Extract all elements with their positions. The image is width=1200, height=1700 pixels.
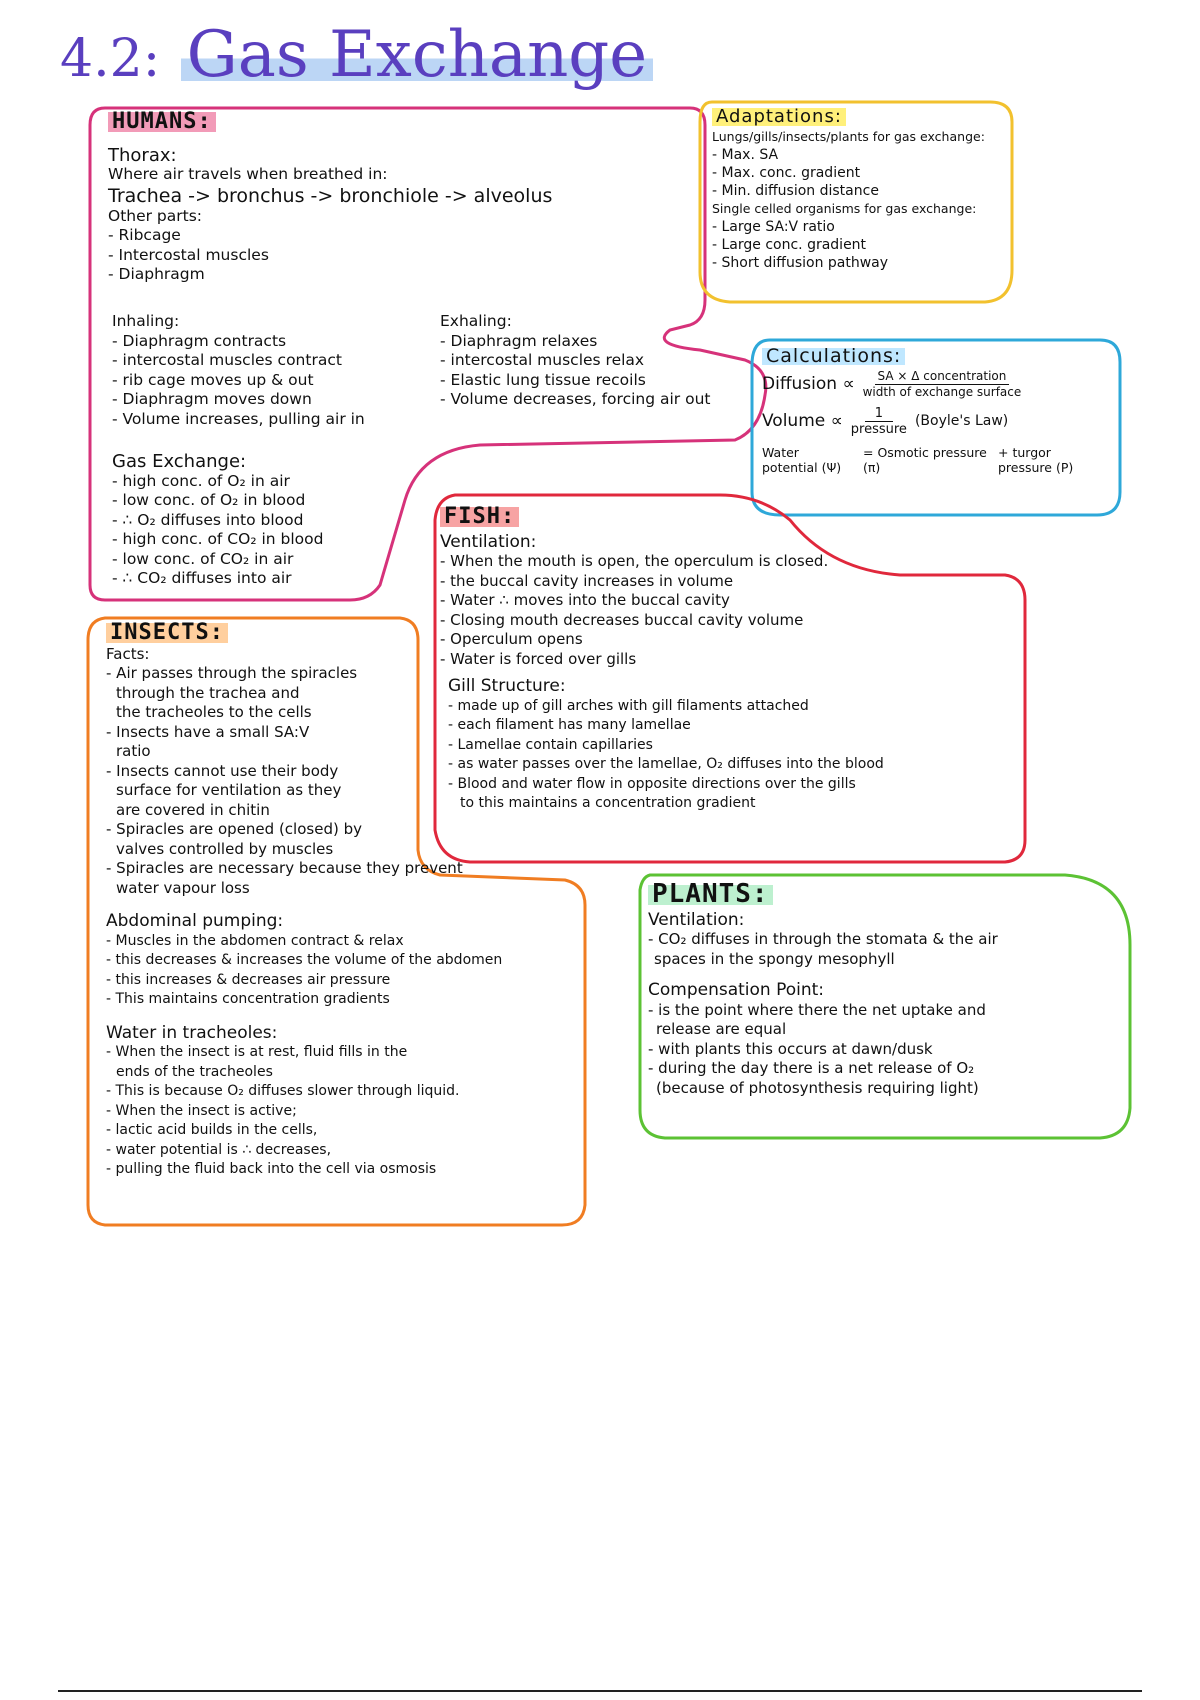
boyles-law-note: (Boyle's Law) [914,413,1009,429]
list-item: the tracheoles to the cells [116,703,312,721]
osmotic-pressure-term: = Osmotic pressure (π) [863,445,987,475]
diffusion-numerator: SA × Δ concentration [875,369,1010,385]
list-item: - Large conc. gradient [712,237,867,253]
adaptations-heading: Adaptations: [712,108,846,126]
list-item: - Diaphragm [108,265,205,283]
title-text: Gas Exchange [181,18,654,92]
list-item: (because of photosynthesis requiring light) [656,1078,979,1097]
list-item: - When the mouth is open, the operculum is closed. [440,552,829,570]
list-item: - Large SA:V ratio [712,219,835,235]
list-item: - high conc. of O₂ in air [112,471,290,490]
list-item: - ∴ O₂ diffuses into blood [112,510,304,529]
volume-fraction [851,406,907,437]
list-item: - Volume increases, pulling air in [112,409,365,428]
humans-heading: HUMANS: [108,112,216,132]
list-item: - each filament has many lamellae [448,717,691,733]
diffusion-denominator: width of exchange surface [862,385,1022,399]
list-item: - Spiracles are opened (closed) by [106,820,362,838]
inhaling-title: Inhaling: [112,312,180,330]
inhaling-block [112,312,432,429]
list-item: - Air passes through the spiracles [106,664,358,682]
list-item: - rib cage moves up & out [112,370,314,389]
list-item: - Elastic lung tissue recoils [440,370,646,389]
calculations-heading: Calculations: [762,348,905,365]
list-item: - Diaphragm relaxes [440,331,598,350]
list-item: - intercostal muscles relax [440,351,645,369]
list-item: - Insects cannot use their body [106,761,339,780]
list-item: are covered in chitin [116,800,270,819]
gas-exchange-block [112,452,392,589]
list-item: - with plants this occurs at dawn/dusk [648,1039,933,1058]
list-item: Trachea -> bronchus -> bronchiole -> alveolus [108,184,553,207]
insects-heading: INSECTS: [106,623,228,643]
list-item: - Insects have a small SA:V [106,722,310,741]
list-item: - low conc. of CO₂ in air [112,549,294,568]
water-potential-term: Water potential (Ψ) [762,445,842,475]
list-item: - Lamellae contain capillaries [448,736,653,753]
list-item: ends of the tracheoles [116,1063,273,1080]
plants-ventilation-title: Ventilation: [648,909,745,930]
insects-section [106,620,576,1180]
list-item: release are equal [656,1020,787,1038]
list-item: - intercostal muscles contract [112,351,342,369]
list-item: - is the point where there the net uptake and [648,1000,986,1019]
list-item: - lactic acid builds in the cells, [106,1122,318,1138]
list-item: - low conc. of O₂ in blood [112,491,306,509]
calculations-section [762,345,1114,475]
volume-denominator: pressure [850,422,907,437]
fish-ventilation-title: Ventilation: [440,531,537,552]
thorax-list [108,165,728,285]
diffusion-formula [762,369,1114,400]
list-item: - as water passes over the lamellae, O₂ diffuses into the blood [448,756,884,772]
list-item: - This is because O₂ diffuses slower through liquid. [106,1083,460,1099]
bottom-divider [58,1690,1142,1692]
list-item: - during the day there is a net release of O₂ [648,1059,975,1077]
turgor-pressure-term: + turgor pressure (P) [998,445,1074,475]
list-item: - Blood and water flow in opposite directions over the gills [448,775,856,792]
list-item: - Diaphragm moves down [112,390,312,408]
list-item: - This maintains concentration gradients [106,991,390,1007]
volume-formula [762,406,1114,437]
abdominal-pumping-title: Abdominal pumping: [106,911,284,931]
list-item: to this maintains a concentration gradient [460,795,756,811]
list-item: - Water is forced over gills [440,649,637,668]
humans-section [108,109,728,285]
water-potential-formula [762,445,1114,475]
list-item: Single celled organisms for gas exchange: [712,201,977,216]
list-item: - Muscles in the abdomen contract & relax [106,932,404,949]
list-item: - Min. diffusion distance [712,183,879,199]
list-item: - Water ∴ moves into the buccal cavity [440,591,730,609]
list-item: water vapour loss [116,878,250,897]
list-item: - high conc. of CO₂ in blood [112,530,324,548]
list-item: - When the insect is at rest, fluid fills in the [106,1044,408,1060]
volume-label: Volume ∝ [762,411,843,431]
list-item: valves controlled by muscles [116,839,334,858]
title-number: 4.2: [60,29,161,89]
insects-facts-title: Facts: [106,644,150,663]
list-item: - Spiracles are necessary because they prevent [106,859,463,877]
list-item: - Intercostal muscles [108,245,269,264]
list-item: - Volume decreases, forcing air out [440,390,711,408]
gill-structure-title: Gill Structure: [448,676,566,696]
list-item: - water potential is ∴ decreases, [106,1141,332,1158]
thorax-title: Thorax: [108,144,177,166]
list-item: - pulling the fluid back into the cell via osmosis [106,1161,437,1177]
diffusion-fraction [863,369,1022,400]
plants-heading: PLANTS: [648,885,773,905]
list-item: Lungs/gills/insects/plants for gas exchange: [712,129,985,144]
fish-heading: FISH: [440,507,519,527]
list-item: - Max. SA [712,147,779,163]
list-item: - Diaphragm contracts [112,331,287,350]
list-item: - Operculum opens [440,630,583,648]
volume-numerator: 1 [865,406,893,422]
list-item: - ∴ CO₂ diffuses into air [112,569,292,587]
diffusion-label: Diffusion ∝ [762,374,855,394]
list-item: - Max. conc. gradient [712,165,861,181]
plants-section [648,879,1123,1098]
list-item: - Short diffusion pathway [712,255,889,271]
list-item: - made up of gill arches with gill filaments attached [448,697,809,714]
adaptations-section [712,108,1007,272]
list-item: - Closing mouth decreases buccal cavity volume [440,610,804,629]
list-item: Where air travels when breathed in: [108,165,388,183]
list-item: - Ribcage [108,226,181,244]
compensation-point-title: Compensation Point: [648,980,825,1000]
list-item: - CO₂ diffuses in through the stomata & the air [648,930,998,948]
list-item: - this decreases & increases the volume of the abdomen [106,952,503,968]
list-item: spaces in the spongy mesophyll [654,949,895,968]
list-item: - When the insect is active; [106,1102,297,1119]
list-item: - this increases & decreases air pressure [106,971,391,988]
water-in-tracheoles-title: Water in tracheoles: [106,1022,278,1043]
list-item: Other parts: [108,206,203,225]
list-item: - the buccal cavity increases in volume [440,571,734,590]
exhaling-title: Exhaling: [440,312,512,330]
exhaling-block [440,312,760,410]
gas-exchange-title: Gas Exchange: [112,451,247,472]
list-item: through the trachea and [116,683,300,702]
list-item: ratio [116,742,151,760]
list-item: surface for ventilation as they [116,781,342,799]
page-title [60,10,653,100]
